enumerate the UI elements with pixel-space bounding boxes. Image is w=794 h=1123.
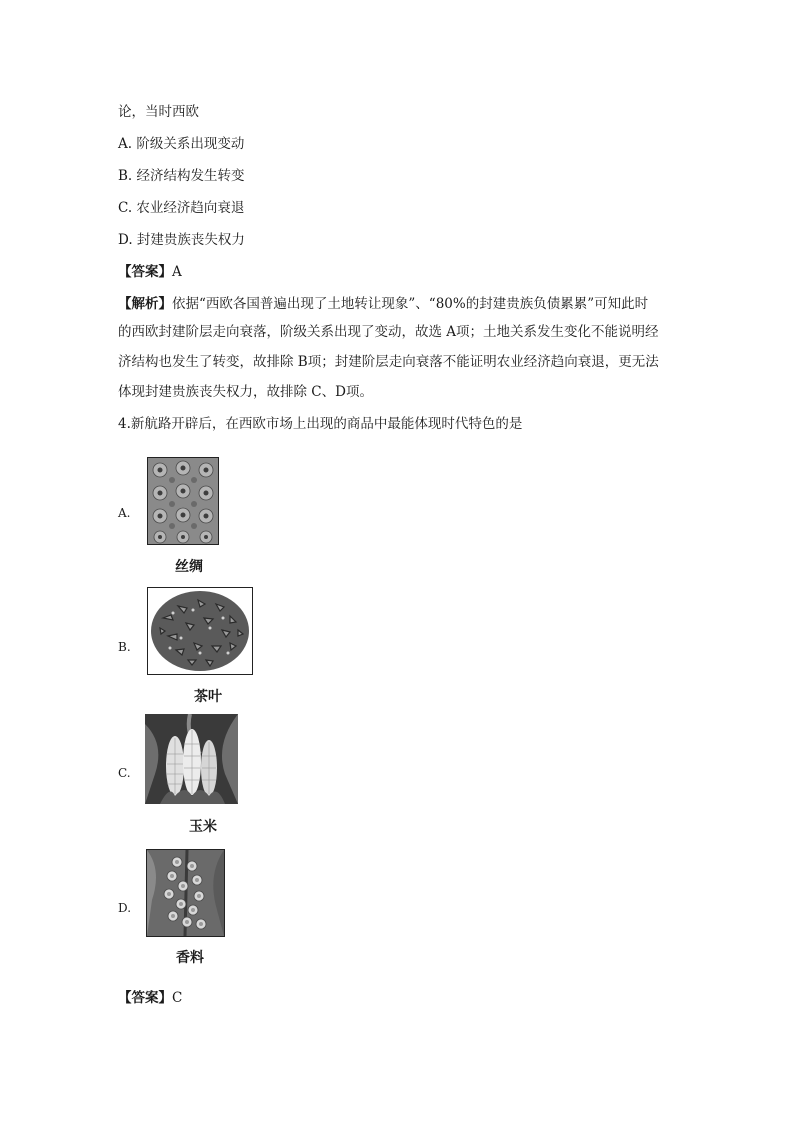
corn-image [145,714,238,804]
answer-value: A [172,264,182,280]
question4-stem: 4.新航路开辟后，在西欧市场上出现的商品中最能体现时代特色的是 [118,416,523,432]
silk-image [147,457,219,545]
option-d-caption: 香料 [176,950,204,966]
analysis-line-4: 体现封建贵族丧失权力，故排除 C、D项。 [118,384,373,400]
option-c-letter: C. [118,766,131,780]
option-c: C. 农业经济趋向衰退 [118,200,245,216]
option-d: D. 封建贵族丧失权力 [118,232,245,248]
option-b-letter: B. [118,640,131,654]
answer-label: 【答案】 [118,264,172,280]
analysis-line-2: 的西欧封建阶层走向衰落，阶级关系出现了变动，故选 A项；土地关系发生变化不能说明经 [118,324,659,340]
option-a-letter: A. [118,506,131,520]
answer-value-q4: C [172,990,183,1006]
answer-line [118,263,182,281]
analysis-line-3: 济结构也发生了转变，故排除 B项；封建阶层走向衰落不能证明农业经济趋向衰退，更无法 [118,354,659,370]
analysis-text-1: 依据“西欧各国普遍出现了土地转让现象”、“80%的封建贵族负债累累”可知此时 [172,296,649,312]
option-a-caption: 丝绸 [175,559,203,575]
analysis-label: 【解析】 [118,296,172,312]
analysis-line-1 [118,295,648,313]
question-stem-tail: 论，当时西欧 [118,104,199,120]
answer-line-q4 [118,989,182,1007]
spice-image [146,849,225,937]
option-c-caption: 玉米 [189,819,217,835]
tea-image [147,587,253,675]
answer-label-q4: 【答案】 [118,990,172,1006]
option-d-letter: D. [118,901,132,915]
option-b: B. 经济结构发生转变 [118,168,245,184]
option-b-caption: 茶叶 [194,689,222,705]
option-a: A. 阶级关系出现变动 [118,136,245,152]
